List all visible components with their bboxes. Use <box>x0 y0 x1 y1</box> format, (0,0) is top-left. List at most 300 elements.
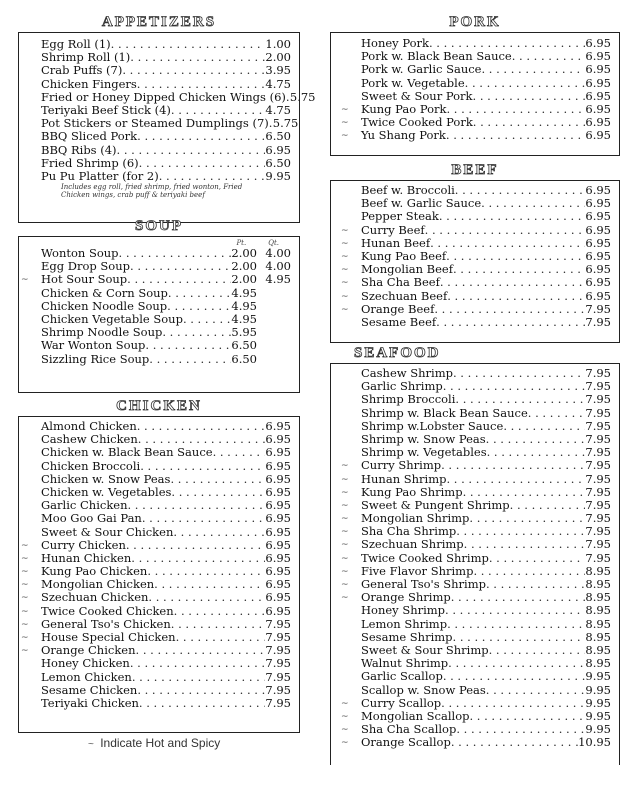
dot-leader <box>473 90 586 103</box>
menu-item-name: Chicken & Corn Soup <box>41 285 168 300</box>
size-large-label: Qt. <box>268 239 279 247</box>
menu-item <box>41 300 291 313</box>
menu-item <box>341 537 611 552</box>
dot-leader <box>436 316 585 329</box>
menu-item-name: Shrimp w. Snow Peas <box>361 431 486 446</box>
menu-item <box>361 604 611 617</box>
menu-item-price: 6.95 <box>585 222 611 237</box>
menu-item-name: BBQ Sliced Pork <box>41 129 138 144</box>
dot-leader <box>503 420 585 433</box>
hot-spicy-icon: ~ <box>341 118 349 129</box>
dot-leader <box>173 526 265 539</box>
menu-item-name: Garlic Shrimp <box>361 379 443 394</box>
menu-item-price: 4.75 <box>265 76 291 91</box>
menu-item-price: 6.95 <box>585 235 611 250</box>
menu-item-name: Fried Shrimp (6) <box>41 155 139 170</box>
menu-item-price: 6.50 <box>231 338 257 353</box>
hot-spicy-icon: ~ <box>21 567 29 578</box>
menu-item-name: Curry Beef <box>361 222 425 237</box>
dot-leader <box>486 684 586 697</box>
hot-spicy-icon: ~ <box>341 474 349 485</box>
menu-item-name: Sweet & Sour Shrimp <box>361 642 489 657</box>
dot-leader <box>142 512 266 525</box>
menu-item-name: Hunan Beef <box>361 235 431 250</box>
menu-item-name: Twice Cooked Shrimp <box>361 550 489 565</box>
menu-item-name: Shrimp Roll (1) <box>41 50 131 65</box>
menu-item-name: Shrimp w.Lobster Sauce <box>361 418 504 433</box>
menu-item-price: 6.95 <box>585 49 611 64</box>
menu-item-name: Kung Pao Pork <box>361 101 447 116</box>
menu-item <box>361 316 611 329</box>
dot-leader <box>446 250 585 263</box>
menu-item <box>21 603 291 618</box>
menu-item <box>41 89 316 104</box>
dot-leader <box>448 657 585 670</box>
dot-leader <box>464 538 586 551</box>
menu-item-name: Chicken w. Vegetables <box>41 484 172 499</box>
hot-spicy-icon: ~ <box>341 104 349 115</box>
hot-spicy-icon: ~ <box>341 711 349 722</box>
menu-item-name: Sha Cha Shrimp <box>361 524 457 539</box>
menu-item-price: 7.95 <box>585 471 611 486</box>
menu-item-name: Shrimp w. Black Bean Sauce <box>361 405 528 420</box>
dot-leader <box>469 710 585 723</box>
menu-item-name: Chicken w. Snow Peas <box>41 471 171 486</box>
menu-item <box>41 697 291 710</box>
menu-item-price-large: 4.95 <box>265 272 291 287</box>
dot-leader <box>489 552 586 565</box>
chicken-list <box>21 419 291 710</box>
menu-item-name: Teriyaki Beef Stick (4) <box>41 102 171 117</box>
menu-item <box>341 222 611 237</box>
dot-leader <box>486 578 585 591</box>
dot-leader <box>159 170 266 183</box>
menu-item-name: Curry Shrimp <box>361 458 442 473</box>
menu-item-price: 3.95 <box>265 63 291 78</box>
menu-item <box>41 657 291 670</box>
menu-item-name: Cashew Shrimp <box>361 366 453 380</box>
dot-leader <box>130 51 265 64</box>
menu-item-name: Mongolian Scallop <box>361 708 470 723</box>
menu-item <box>41 460 291 473</box>
soup-box <box>18 236 300 393</box>
hot-spicy-icon: ~ <box>341 500 349 511</box>
menu-item-name: Fried or Honey Dipped Chicken Wings (6) <box>41 89 286 104</box>
menu-item-name: Sweet & Sour Chicken <box>41 524 174 539</box>
dot-leader <box>127 273 231 286</box>
menu-item-price: 10.95 <box>578 735 611 750</box>
soup-list <box>21 246 291 366</box>
dot-leader <box>441 459 585 472</box>
menu-item <box>341 484 611 499</box>
dot-leader <box>443 380 586 393</box>
seafood-box <box>330 363 620 765</box>
dot-leader <box>137 130 265 143</box>
menu-item <box>41 473 291 486</box>
menu-item <box>41 353 291 366</box>
menu-item-name: Chicken Fingers <box>41 76 137 91</box>
menu-item-name: Kung Pao Chicken <box>41 564 148 579</box>
menu-item-name: Yu Shang Pork <box>361 128 446 143</box>
menu-item-price: 2.00 <box>231 272 257 287</box>
menu-item-name: Hot Sour Soup <box>41 272 128 287</box>
menu-item-price: 6.95 <box>265 511 291 526</box>
menu-item-price: 6.95 <box>585 101 611 116</box>
dot-leader <box>126 539 266 552</box>
hot-spicy-icon: ~ <box>341 698 349 709</box>
hot-spicy-icon: ~ <box>21 593 29 604</box>
menu-item-price: 4.75 <box>265 102 291 117</box>
menu-item-price: 8.95 <box>585 577 611 591</box>
dot-leader <box>430 237 585 250</box>
hot-spicy-icon: ~ <box>21 633 29 643</box>
beef-box <box>330 180 620 343</box>
menu-item <box>41 130 291 143</box>
menu-item-price: 6.95 <box>585 75 611 90</box>
dot-leader <box>140 460 265 473</box>
menu-item-name: Chicken Vegetable Soup <box>41 311 183 326</box>
menu-item-price: 7.95 <box>585 314 611 329</box>
menu-item <box>41 157 291 170</box>
dot-leader <box>117 144 266 157</box>
hot-spicy-icon: ~ <box>21 646 29 657</box>
menu-item-name: Mongolian Shrimp <box>361 511 470 526</box>
menu-item-price: 8.95 <box>585 616 611 631</box>
menu-item-name: Lemon Chicken <box>41 669 132 684</box>
hot-spicy-icon: ~ <box>341 461 349 472</box>
menu-item-price: 6.50 <box>231 351 257 366</box>
menu-item-name: Kung Pao Shrimp <box>361 484 463 499</box>
menu-item-price: 9.95 <box>585 708 611 723</box>
menu-item-name: Szechuan Shrimp <box>361 537 464 552</box>
menu-item <box>41 446 291 459</box>
menu-item-name: Cashew Chicken <box>41 432 138 447</box>
dot-leader <box>528 407 586 420</box>
menu-item <box>21 272 291 287</box>
menu-item-price: 7.95 <box>585 550 611 565</box>
menu-item-name: Egg Drop Soup <box>41 259 131 274</box>
hot-spicy-icon: ~ <box>341 278 349 289</box>
dot-leader <box>512 50 586 63</box>
dot-leader <box>453 367 585 380</box>
menu-item-price: 7.95 <box>265 669 291 684</box>
menu-item-price: 9.95 <box>585 722 611 737</box>
hot-spicy-icon: ~ <box>21 606 29 617</box>
menu-item-name: Lemon Shrimp <box>361 616 448 631</box>
hot-spicy-icon: ~ <box>21 580 29 591</box>
menu-item-price: 6.95 <box>265 524 291 539</box>
dot-leader <box>425 224 586 237</box>
menu-item-price-large: 4.00 <box>265 246 291 260</box>
menu-item-name: Shrimp Noodle Soup <box>41 325 163 340</box>
menu-item-name: Chicken w. Black Bean Sauce <box>41 445 213 460</box>
menu-item-name: Orange Scallop <box>361 735 451 750</box>
menu-item-price: 6.95 <box>265 445 291 460</box>
menu-item-price: 7.95 <box>585 511 611 526</box>
dot-leader <box>447 473 586 486</box>
dot-leader <box>213 446 266 459</box>
menu-item-name: Moo Goo Gai Pan <box>41 511 142 526</box>
menu-item-name: Beef w. Broccoli <box>361 183 455 197</box>
dot-leader <box>168 287 231 300</box>
menu-item <box>41 170 291 183</box>
chicken-box <box>18 416 300 733</box>
menu-item <box>21 590 291 605</box>
dot-leader <box>447 290 585 303</box>
menu-item-price: 7.95 <box>265 682 291 697</box>
menu-item-name: Garlic Scallop <box>361 669 443 684</box>
menu-item <box>41 144 291 157</box>
menu-item-name: Twice Cooked Chicken <box>41 603 174 618</box>
beef-section <box>330 162 620 343</box>
menu-item <box>41 287 291 300</box>
menu-item-price: 7.95 <box>585 458 611 473</box>
hot-spicy-icon: ~ <box>341 553 349 564</box>
pork-box <box>330 32 620 156</box>
menu-item-price: 8.95 <box>585 656 611 671</box>
dot-leader <box>145 339 231 352</box>
hot-spicy-icon: ~ <box>21 553 29 564</box>
appetizers-title: APPETIZERS <box>101 14 217 30</box>
dot-leader <box>451 591 586 604</box>
dot-leader <box>465 77 586 90</box>
menu-item-name: Szechuan Beef <box>361 288 448 303</box>
menu-item <box>361 210 611 223</box>
menu-item <box>361 63 611 76</box>
menu-item-price: 4.95 <box>231 311 257 326</box>
menu-item-name: Walnut Shrimp <box>361 656 449 671</box>
menu-item-name: Orange Chicken <box>41 643 136 658</box>
menu-item <box>41 339 291 352</box>
dot-leader <box>136 644 266 657</box>
dot-leader <box>447 618 585 631</box>
menu-item-price: 1.00 <box>265 37 291 51</box>
menu-item-price: 7.95 <box>585 537 611 552</box>
dot-leader <box>469 512 585 525</box>
menu-item-price: 6.95 <box>585 262 611 277</box>
menu-item-name: Teriyaki Chicken <box>41 695 139 710</box>
menu-item-price: 7.95 <box>585 301 611 316</box>
hot-spicy-icon: ~ <box>341 304 349 315</box>
menu-item <box>21 537 291 552</box>
menu-item-price: 7.95 <box>585 405 611 420</box>
hot-spicy-icon: ~ <box>341 738 349 749</box>
menu-item <box>41 671 291 684</box>
menu-item-name: Egg Roll (1) <box>41 37 111 51</box>
dot-leader <box>487 446 586 459</box>
menu-item-name: Sesame Shrimp <box>361 629 453 644</box>
menu-item-price: 6.50 <box>265 129 291 144</box>
hot-spicy-icon: ~ <box>341 225 349 236</box>
menu-item-price: 6.95 <box>265 142 291 157</box>
menu-item <box>41 512 291 525</box>
dot-leader <box>149 353 231 366</box>
dot-leader <box>486 433 586 446</box>
menu-item-name: Hunan Chicken <box>41 550 132 565</box>
menu-item-price: 7.95 <box>265 656 291 671</box>
dot-leader <box>440 276 586 289</box>
menu-item-name: Honey Pork <box>361 36 429 50</box>
menu-item-price: 6.50 <box>265 155 291 170</box>
dot-leader <box>119 247 232 260</box>
beef-title: BEEF <box>451 162 499 178</box>
menu-item-name: Sweet & Sour Pork <box>361 88 473 103</box>
menu-item-name: Scallop w. Snow Peas <box>361 682 486 697</box>
dot-leader <box>137 420 266 433</box>
seafood-title: SEAFOOD <box>354 345 441 361</box>
menu-item-price: 6.95 <box>585 36 611 50</box>
menu-item-name: Honey Chicken <box>41 656 130 671</box>
menu-item-price: 2.00 <box>231 259 257 274</box>
dot-leader <box>453 263 585 276</box>
hot-spicy-icon: ~ <box>341 566 349 577</box>
menu-item <box>361 670 611 683</box>
hot-spicy-icon: ~ <box>341 487 349 498</box>
menu-item-name: BBQ Ribs (4) <box>41 142 117 157</box>
dot-leader <box>137 78 266 91</box>
menu-item-name: Shrimp Broccoli <box>361 392 456 407</box>
dot-leader <box>473 116 586 129</box>
menu-item <box>41 78 291 91</box>
menu-item-price: 7.95 <box>585 379 611 394</box>
menu-item-name: Pepper Steak <box>361 209 439 224</box>
menu-item-price: 5.95 <box>231 325 257 340</box>
chicken-section <box>18 398 300 733</box>
menu-item-price: 6.95 <box>265 603 291 618</box>
menu-item-name: Sizzling Rice Soup <box>41 351 150 366</box>
menu-item-price: 6.95 <box>585 288 611 303</box>
menu-item-price: 7.95 <box>585 484 611 499</box>
menu-item <box>41 526 291 539</box>
menu-item-price: 6.95 <box>265 484 291 499</box>
dot-leader <box>443 670 586 683</box>
seafood-list <box>341 366 611 750</box>
dot-leader <box>147 565 265 578</box>
menu-item-name: Sesame Chicken <box>41 682 138 697</box>
menu-item <box>341 471 611 486</box>
menu-item-name: Shrimp w. Vegetables <box>361 445 487 460</box>
beef-list <box>341 183 611 329</box>
menu-item-price: 7.95 <box>585 392 611 407</box>
menu-item-price: 6.95 <box>585 196 611 211</box>
menu-item <box>341 275 611 290</box>
dot-leader <box>183 313 231 326</box>
dot-leader <box>154 578 265 591</box>
menu-item <box>341 695 611 710</box>
menu-item-name: War Wonton Soup <box>41 338 146 353</box>
chicken-title: CHICKEN <box>116 398 202 414</box>
menu-item-price: 8.95 <box>585 590 611 605</box>
menu-item <box>41 64 291 77</box>
dot-leader <box>174 605 266 618</box>
menu-item-name: Chicken Broccoli <box>41 458 141 473</box>
menu-item-price: 8.95 <box>585 629 611 644</box>
hot-spicy-icon: ~ <box>341 725 349 736</box>
dot-leader <box>456 723 585 736</box>
legend-text: Indicate Hot and Spicy <box>100 736 221 750</box>
menu-item-price: 7.95 <box>585 366 611 380</box>
menu-item-price: 9.95 <box>585 669 611 684</box>
menu-item-name: Curry Chicken <box>41 537 126 552</box>
pork-title: PORK <box>449 14 501 30</box>
menu-item <box>341 458 611 473</box>
hot-spicy-icon: ~ <box>21 619 29 630</box>
dot-leader <box>137 684 265 697</box>
appetizers-list <box>41 37 316 183</box>
size-small-label: Pt. <box>236 239 247 247</box>
dot-leader <box>170 473 265 486</box>
menu-item-price: 6.95 <box>265 550 291 565</box>
menu-item-price-large: 4.00 <box>265 259 291 274</box>
menu-item-name: Garlic Chicken <box>41 498 128 513</box>
dot-leader <box>456 525 585 538</box>
hot-spicy-icon: ~ <box>341 580 349 590</box>
menu-item-price: 7.95 <box>585 418 611 433</box>
menu-item-price: 8.95 <box>585 603 611 618</box>
menu-item-name: Kung Pao Beef <box>361 248 447 263</box>
hot-spicy-icon: ~ <box>21 540 29 551</box>
dot-leader <box>122 64 265 77</box>
menu-item <box>341 301 611 316</box>
hot-spicy-icon: ~ <box>21 275 29 286</box>
menu-item <box>361 618 611 631</box>
menu-item-name: Pot Stickers or Steamed Dumplings (7) <box>41 116 269 131</box>
menu-item-price: 6.95 <box>265 537 291 552</box>
menu-item-price: 7.95 <box>585 431 611 446</box>
hot-spicy-icon: ~ <box>88 739 94 750</box>
menu-item <box>341 235 611 250</box>
seafood-section <box>330 345 620 765</box>
menu-item-price: 6.95 <box>265 458 291 473</box>
dot-leader <box>510 499 586 512</box>
menu-item-price: 8.95 <box>585 642 611 657</box>
menu-item-price: 6.95 <box>265 471 291 486</box>
menu-item <box>361 90 611 103</box>
menu-item-name: Five Flavor Shrimp <box>361 563 474 578</box>
menu-item-price: 6.95 <box>585 209 611 224</box>
menu-item-name: Mongolian Beef <box>361 262 453 277</box>
hot-spicy-icon: ~ <box>341 265 349 276</box>
hot-spicy-icon: ~ <box>341 251 349 262</box>
dot-leader <box>139 697 265 710</box>
menu-item-name: General Tso's Shrimp <box>361 577 486 591</box>
menu-item <box>341 288 611 303</box>
menu-item-price: 7.95 <box>265 630 291 644</box>
menu-item-name: Sha Cha Scallop <box>361 722 457 737</box>
hot-spicy-icon: ~ <box>341 540 349 551</box>
menu-item-price: 7.95 <box>265 643 291 658</box>
menu-item <box>341 128 611 143</box>
pu-pu-platter-note: Includes egg roll, fried shrimp, fried wonton, Fried Chicken wings, crab puff & teriyaki beef <box>61 183 243 200</box>
menu-item-price: 6.95 <box>265 577 291 592</box>
dot-leader <box>473 565 585 578</box>
dot-leader <box>130 657 266 670</box>
hot-spicy-legend <box>88 736 220 750</box>
menu-item-price: 9.95 <box>585 695 611 710</box>
dot-leader <box>455 393 585 406</box>
dot-leader <box>128 499 266 512</box>
menu-item-name: Szechuan Chicken <box>41 590 149 605</box>
dot-leader <box>445 604 585 617</box>
menu-item-price: 6.95 <box>265 432 291 447</box>
dot-leader <box>167 300 231 313</box>
menu-item-price: 7.95 <box>265 695 291 710</box>
dot-leader <box>441 697 585 710</box>
menu-item-name: Mongolian Chicken <box>41 577 155 592</box>
menu-item-name: Pork w. Garlic Sauce <box>361 62 482 77</box>
menu-item-name: Pork w. Vegetable <box>361 75 465 90</box>
dot-leader <box>139 157 266 170</box>
